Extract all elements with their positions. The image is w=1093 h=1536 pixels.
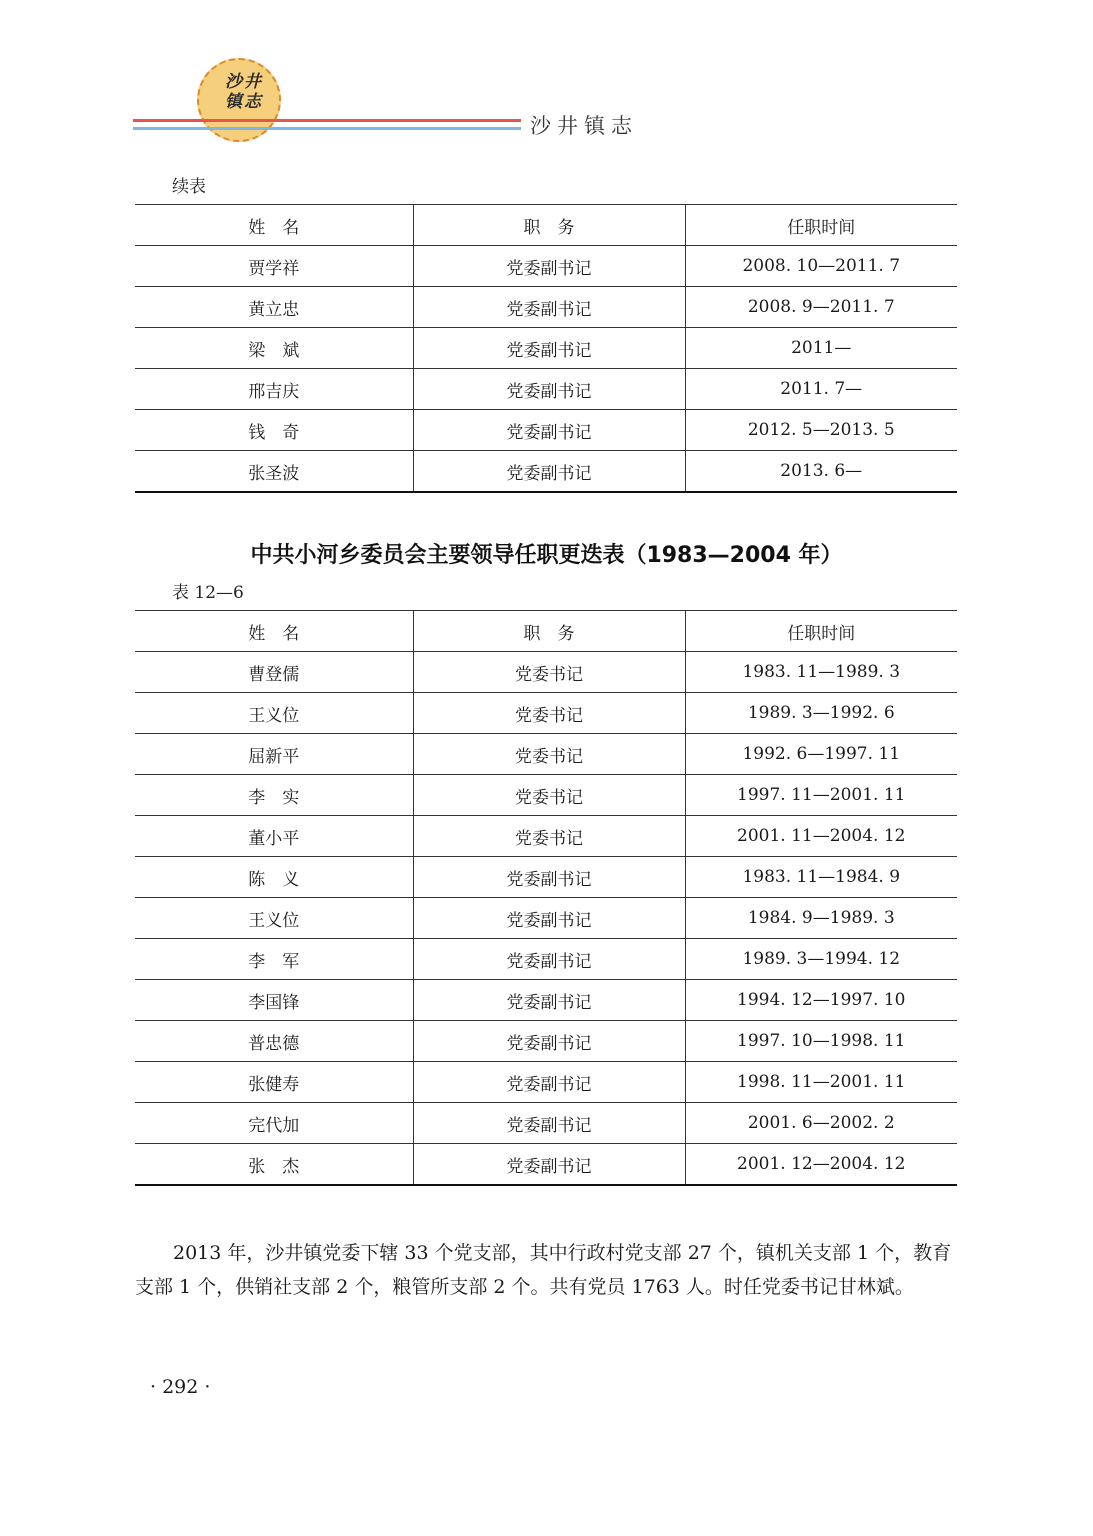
name-cell: 屈新平 [135,734,413,775]
term-cell: 2011— [685,328,957,369]
table-row [135,857,957,898]
position-cell: 党委副书记 [413,980,685,1021]
table-row [135,652,957,693]
table-row [135,734,957,775]
term-cell: 2008. 9—2011. 7 [685,287,957,328]
position-cell: 党委书记 [413,652,685,693]
body-paragraph: 2013 年，沙井镇党委下辖 33 个党支部，其中行政村党支部 27 个，镇机关支部 1 个，教育支部 1 个，供销社支部 2 个，粮管所支部 2 个。共有党员 1763 人。时任党委书记甘林斌。 [135,1242,952,1298]
column-header: 姓 名 [135,611,413,652]
term-cell: 1989. 3—1992. 6 [685,693,957,734]
page-number: · 292 · [150,1376,211,1398]
position-cell: 党委副书记 [413,857,685,898]
name-cell: 张圣波 [135,451,413,493]
table-row [135,1062,957,1103]
name-cell: 李 军 [135,939,413,980]
position-cell: 党委副书记 [413,1144,685,1186]
position-cell: 党委副书记 [413,328,685,369]
table-header-row [135,205,957,246]
table-row [135,369,957,410]
position-cell: 党委副书记 [413,246,685,287]
position-cell: 党委副书记 [413,410,685,451]
position-cell: 党委副书记 [413,1062,685,1103]
term-cell: 2011. 7— [685,369,957,410]
table-row [135,980,957,1021]
term-cell: 1997. 11—2001. 11 [685,775,957,816]
term-cell: 1989. 3—1994. 12 [685,939,957,980]
table-row [135,939,957,980]
position-cell: 党委副书记 [413,1021,685,1062]
term-cell: 1997. 10—1998. 11 [685,1021,957,1062]
name-cell: 梁 斌 [135,328,413,369]
position-cell: 党委书记 [413,693,685,734]
position-cell: 党委副书记 [413,451,685,493]
name-cell: 李国锋 [135,980,413,1021]
column-header: 职 务 [413,205,685,246]
name-cell: 完代加 [135,1103,413,1144]
term-cell: 2008. 10—2011. 7 [685,246,957,287]
term-cell: 1983. 11—1989. 3 [685,652,957,693]
name-cell: 邢吉庆 [135,369,413,410]
position-cell: 党委副书记 [413,369,685,410]
table1-caption: 续表 [172,177,206,197]
table-row [135,898,957,939]
name-cell: 贾学祥 [135,246,413,287]
name-cell: 王义位 [135,898,413,939]
name-cell: 张健寿 [135,1062,413,1103]
table-row [135,693,957,734]
table-row [135,1103,957,1144]
page-header [0,0,1093,160]
table-header-row [135,611,957,652]
term-cell: 2012. 5—2013. 5 [685,410,957,451]
table-continued [135,204,957,493]
term-cell: 1983. 11—1984. 9 [685,857,957,898]
header-rule-blue [133,127,521,130]
table-row [135,328,957,369]
column-header: 职 务 [413,611,685,652]
header-title: 沙井镇志 [530,114,638,138]
table-row [135,451,957,493]
name-cell: 曹登儒 [135,652,413,693]
table-row [135,287,957,328]
term-cell: 1984. 9—1989. 3 [685,898,957,939]
table2-title: 中共小河乡委员会主要领导任职更迭表（1983—2004 年） [250,543,843,568]
name-cell: 张 杰 [135,1144,413,1186]
name-cell: 普忠德 [135,1021,413,1062]
name-cell: 李 实 [135,775,413,816]
table-leadership [135,610,957,1186]
name-cell: 陈 义 [135,857,413,898]
term-cell: 2013. 6— [685,451,957,493]
term-cell: 1992. 6—1997. 11 [685,734,957,775]
table-row [135,246,957,287]
table-row [135,1021,957,1062]
term-cell: 2001. 6—2002. 2 [685,1103,957,1144]
table2-caption: 表 12—6 [172,583,244,603]
term-cell: 1998. 11—2001. 11 [685,1062,957,1103]
table-row [135,816,957,857]
name-cell: 钱 奇 [135,410,413,451]
table-row [135,410,957,451]
name-cell: 董小平 [135,816,413,857]
position-cell: 党委副书记 [413,1103,685,1144]
term-cell: 1994. 12—1997. 10 [685,980,957,1021]
column-header: 任职时间 [685,205,957,246]
table-row [135,1144,957,1186]
position-cell: 党委副书记 [413,898,685,939]
logo-text: 沙井镇志 [225,72,263,112]
position-cell: 党委书记 [413,816,685,857]
table-row [135,775,957,816]
column-header: 任职时间 [685,611,957,652]
term-cell: 2001. 11—2004. 12 [685,816,957,857]
column-header: 姓 名 [135,205,413,246]
position-cell: 党委副书记 [413,939,685,980]
name-cell: 王义位 [135,693,413,734]
position-cell: 党委书记 [413,734,685,775]
term-cell: 2001. 12—2004. 12 [685,1144,957,1186]
name-cell: 黄立忠 [135,287,413,328]
position-cell: 党委书记 [413,775,685,816]
header-rule-red [133,119,521,122]
position-cell: 党委副书记 [413,287,685,328]
